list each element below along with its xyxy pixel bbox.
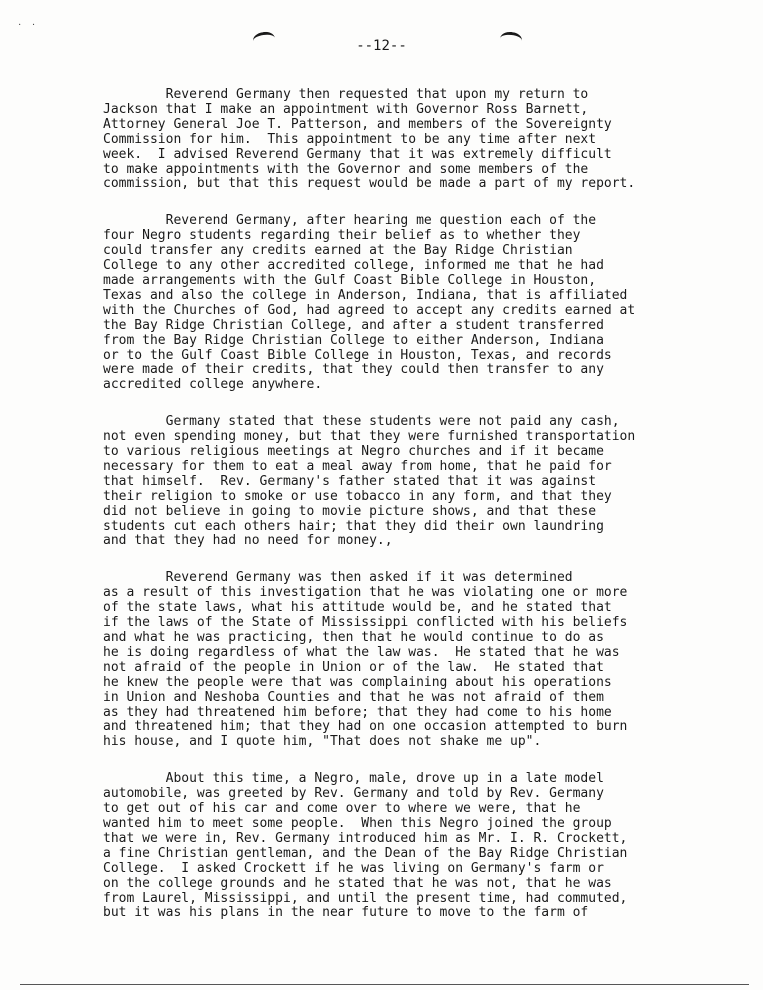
paragraph-crockett-arrival: About this time, a Negro, male, drove up in a late model automobile, was greeted by Rev. Germany and told by Rev. Germany to get out of his car and come over to where we were, that he wanted him to meet some people. When this Negro joined the group that we were in, Rev. Germany introduced him as Mr. I. R. Crockett, a fine Christian gentleman, and the Dean of the Bay Ridge Christian College. I asked Crockett if he was living on Germany's farm or on the college grounds and he stated that he was not, that he was from Laurel, Mississippi, and until the present time, had commuted, but it was his plans in the near future to move to the farm of (103, 771, 628, 921)
paragraph-students-not-paid: Germany stated that these students were not paid any cash, not even spending money, but that they were furnished transportation to various religious meetings at Negro churches and if it became necessary for them to eat a meal away from home, that he paid for that himself. Rev. Germany's father stated that it was against their religion to smoke or use tobacco in any form, and that they did not believe in going to movie picture shows, and that these students cut each others hair; that they did their own laundring and that they had no need for money., (103, 414, 636, 549)
paragraph-appointment-request: Reverend Germany then requested that upon my return to Jackson that I make an appointment with Governor Ross Barnett, Attorney General Joe T. Patterson, and members of the Sovereignty Commission for him. This appointment to be any time after next week. I advised Reverend Germany that it was extremely difficult to make appointments with the Governor and some members of the commission, but that this request would be made a part of my report. (103, 87, 636, 192)
page-number: --12-- (356, 38, 407, 54)
document-body (103, 88, 743, 943)
paragraph-state-laws: Reverend Germany was then asked if it was determined as a result of this investigation that he was violating one or more of the state laws, what his attitude would be, and he stated that if the laws of the State of Mississippi conflicted with his beliefs and what he was practicing, then that he would continue to do as he is doing regardless of what the law was. He stated that he was not afraid of the people in Union or of the law. He stated that he knew the people were that was complaining about his operations in Union and Neshoba Counties and that he was not afraid of them as they had threatened him before; that they had come to his home and threatened him; that they had on one occasion attempted to burn his house, and I quote him, "That does not shake me up". (103, 570, 628, 750)
page-bottom-edge (20, 984, 749, 985)
scan-speck-marks: · · (18, 20, 40, 31)
paragraph-credit-transfer: Reverend Germany, after hearing me question each of the four Negro students regarding their belief as to whether they could transfer any credits earned at the Bay Ridge Christian College to any other accredited college, informed me that he had made arrangements with the Gulf Coast Bible College in Houston, Texas and also the college in Anderson, Indiana, that is affiliated with the Churches of God, had agreed to accept any credits earned at the Bay Ridge Christian College, and after a student transferred from the Bay Ridge Christian College to either Anderson, Indiana or to the Gulf Coast Bible College in Houston, Texas, and records were made of their credits, that they could then transfer to any accredited college anywhere. (103, 213, 636, 393)
